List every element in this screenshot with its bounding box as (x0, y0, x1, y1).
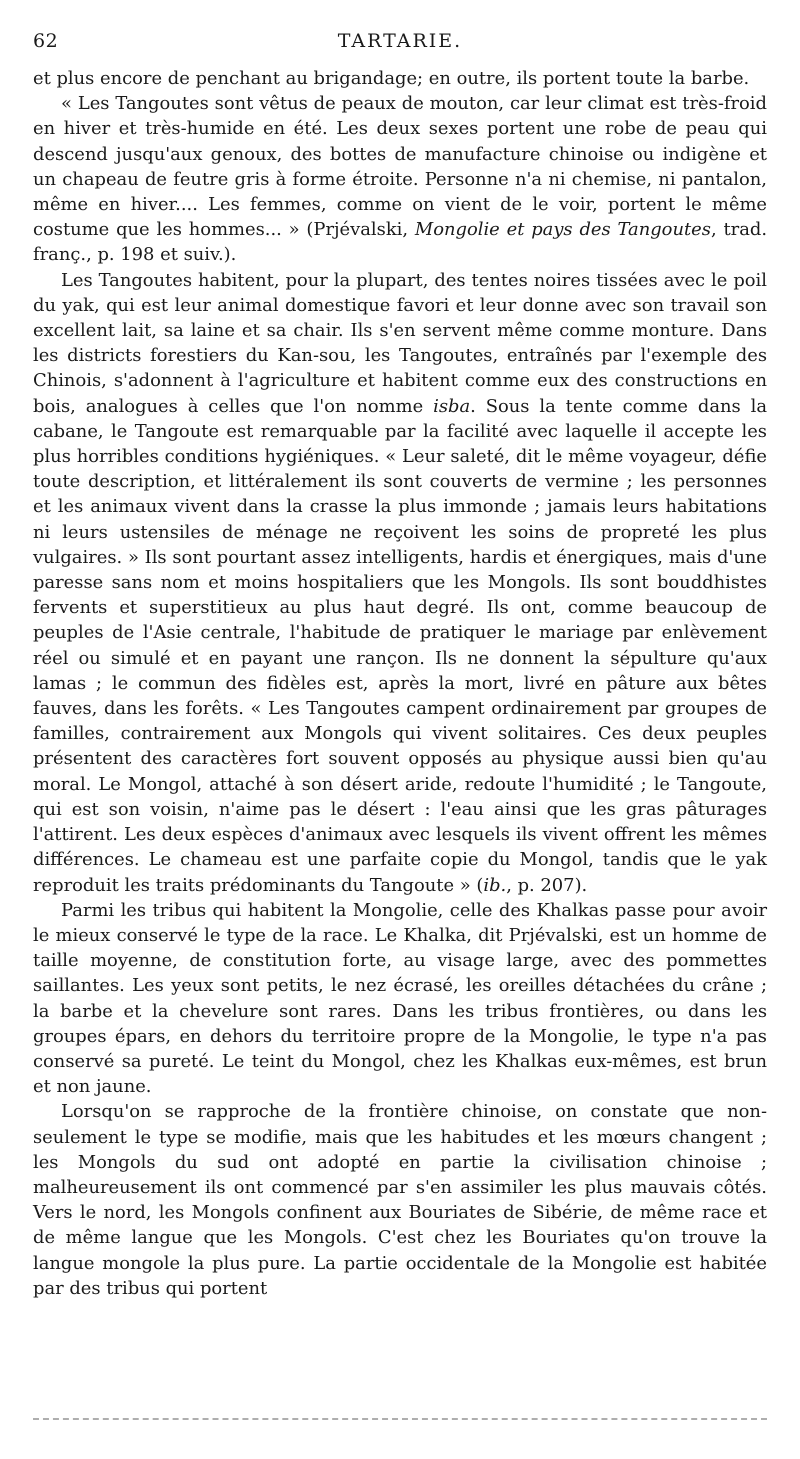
text-run: Parmi les tribus qui habitent la Mongolie, celle des Khalkas passe pour avoir le mieux conservé le type de la race. Le Khalka, dit Prjévalski, est un homme de taille moyenne, de constitution forte, au visage large, avec des pommettes saillantes. Les yeux sont petits, le nez écrasé, les oreilles détachées du crâne ; la barbe et la chevelure sont rares. Dans les tribus frontières, ou dans les groupes épars, en dehors du territoire propre de la Mongolie, le type n'a pas conservé sa pureté. Le teint du Mongol, chez les Khalkas eux-mêmes, est brun et non jaune. (33, 899, 767, 1098)
paragraph (33, 66, 767, 91)
body-text (33, 66, 767, 1301)
text-run: , p. 207). (506, 874, 588, 896)
text-run: « Les Tangoutes sont vêtus de peaux de mouton, car leur climat est très-froid en hiver et très-humide en été. Les deux sexes portent une robe de peau qui descend jusqu'aux genoux, des bottes de manufacture chinoise ou indigène et un chapeau de feutre gris à forme étroite. Personne n'a ni chemise, ni pantalon, même en hiver.... Les femmes, comme on vient de le voir, portent le même costume que les hommes... » (Prjévalski, (33, 93, 767, 241)
running-head (33, 30, 767, 56)
paragraph (33, 268, 767, 898)
footer-rule (33, 1418, 767, 1420)
text-run: Les Tangoutes habitent, pour la plupart, des tentes noires tissées avec le poil du yak, qui est leur animal domestique favori et leur donne avec son travail son excellent lait, sa laine et sa chair. Ils s'en servent même comme monture. Dans les districts forestiers du Kan-sou, les Tangoutes, entraînés par l'exemple des Chinois, s'adonnent à l'agriculture et habitent comme eux des constructions en bois, analogues à celles que l'on nomme (33, 269, 767, 417)
page-number: 62 (33, 30, 59, 52)
italic-text-run: ib. (483, 874, 507, 896)
italic-text-run: isba (433, 395, 471, 417)
paragraph (33, 898, 767, 1100)
text-run: Lorsqu'on se rapproche de la frontière chinoise, on constate que non-seulement le type se modifie, mais que les habitudes et les mœurs changent ; les Mongols du sud ont adopté en partie la civilisation chinoise ; malheureusement ils ont commencé par s'en assimiler les plus mauvais côtés. Vers le nord, les Mongols confinent aux Bouriates de Sibérie, de même race et de même langue que les Mongols. C'est chez les Bouriates qu'on trouve la langue mongole la plus pure. La partie occidentale de la Mongolie est habitée par des tribus qui portent (33, 1101, 767, 1299)
italic-text-run: Mongolie et pays des Tangoutes (414, 219, 711, 241)
text-run: , trad. franç., p. 198 et suiv.). (33, 219, 768, 266)
text-run: et plus encore de penchant au brigandage; en outre, ils portent toute la barbe. (33, 68, 750, 89)
paragraph (33, 91, 767, 267)
text-run: . Sous la tente comme dans la cabane, le Tangoute est remarquable par la facilité avec laquelle il accepte les plus horribles conditions hygiéniques. « Leur saleté, dit le même voyageur, défie toute description, et littéralement ils sont couverts de vermine ; les personnes et les animaux vivent dans la crasse la plus immonde ; jamais leurs habitations ni leurs ustensiles de ménage ne reçoivent les soins de propreté les plus vulgaires. » Ils sont pourtant assez intelligents, hardis et énergiques, mais d'une paresse sans nom et moins hospitaliers que les Mongols. Ils sont bouddhistes fervents et superstitieux au plus haut degré. Ils ont, comme beaucoup de peuples de l'Asie centrale, l'habitude de pratiquer le mariage par enlèvement réel ou simulé et en payant une rançon. Ils ne donnent la sépulture qu'aux lamas ; le commun des fidèles est, après la mort, livré en pâture aux bêtes fauves, dans les forêts. « Les Tangoutes campent ordinairement par groupes de familles, contrairement aux Mongols qui vivent solitaires. Ces deux peuples présentent des caractères fort souvent opposés au physique aussi bien qu'au moral. Le Mongol, attaché à son désert aride, redoute l'humidité ; le Tangoute, qui est son voisin, n'aime pas le désert : l'eau ainsi que les gras pâturages l'attirent. Les deux espèces d'animaux avec lesquels ils vivent offrent les mêmes différences. Le chameau est une parfaite copie du Mongol, tandis que le yak reproduit les traits prédominants du Tangoute » ( (33, 395, 767, 896)
paragraph (33, 1099, 767, 1301)
running-title: TARTARIE. (337, 30, 463, 52)
